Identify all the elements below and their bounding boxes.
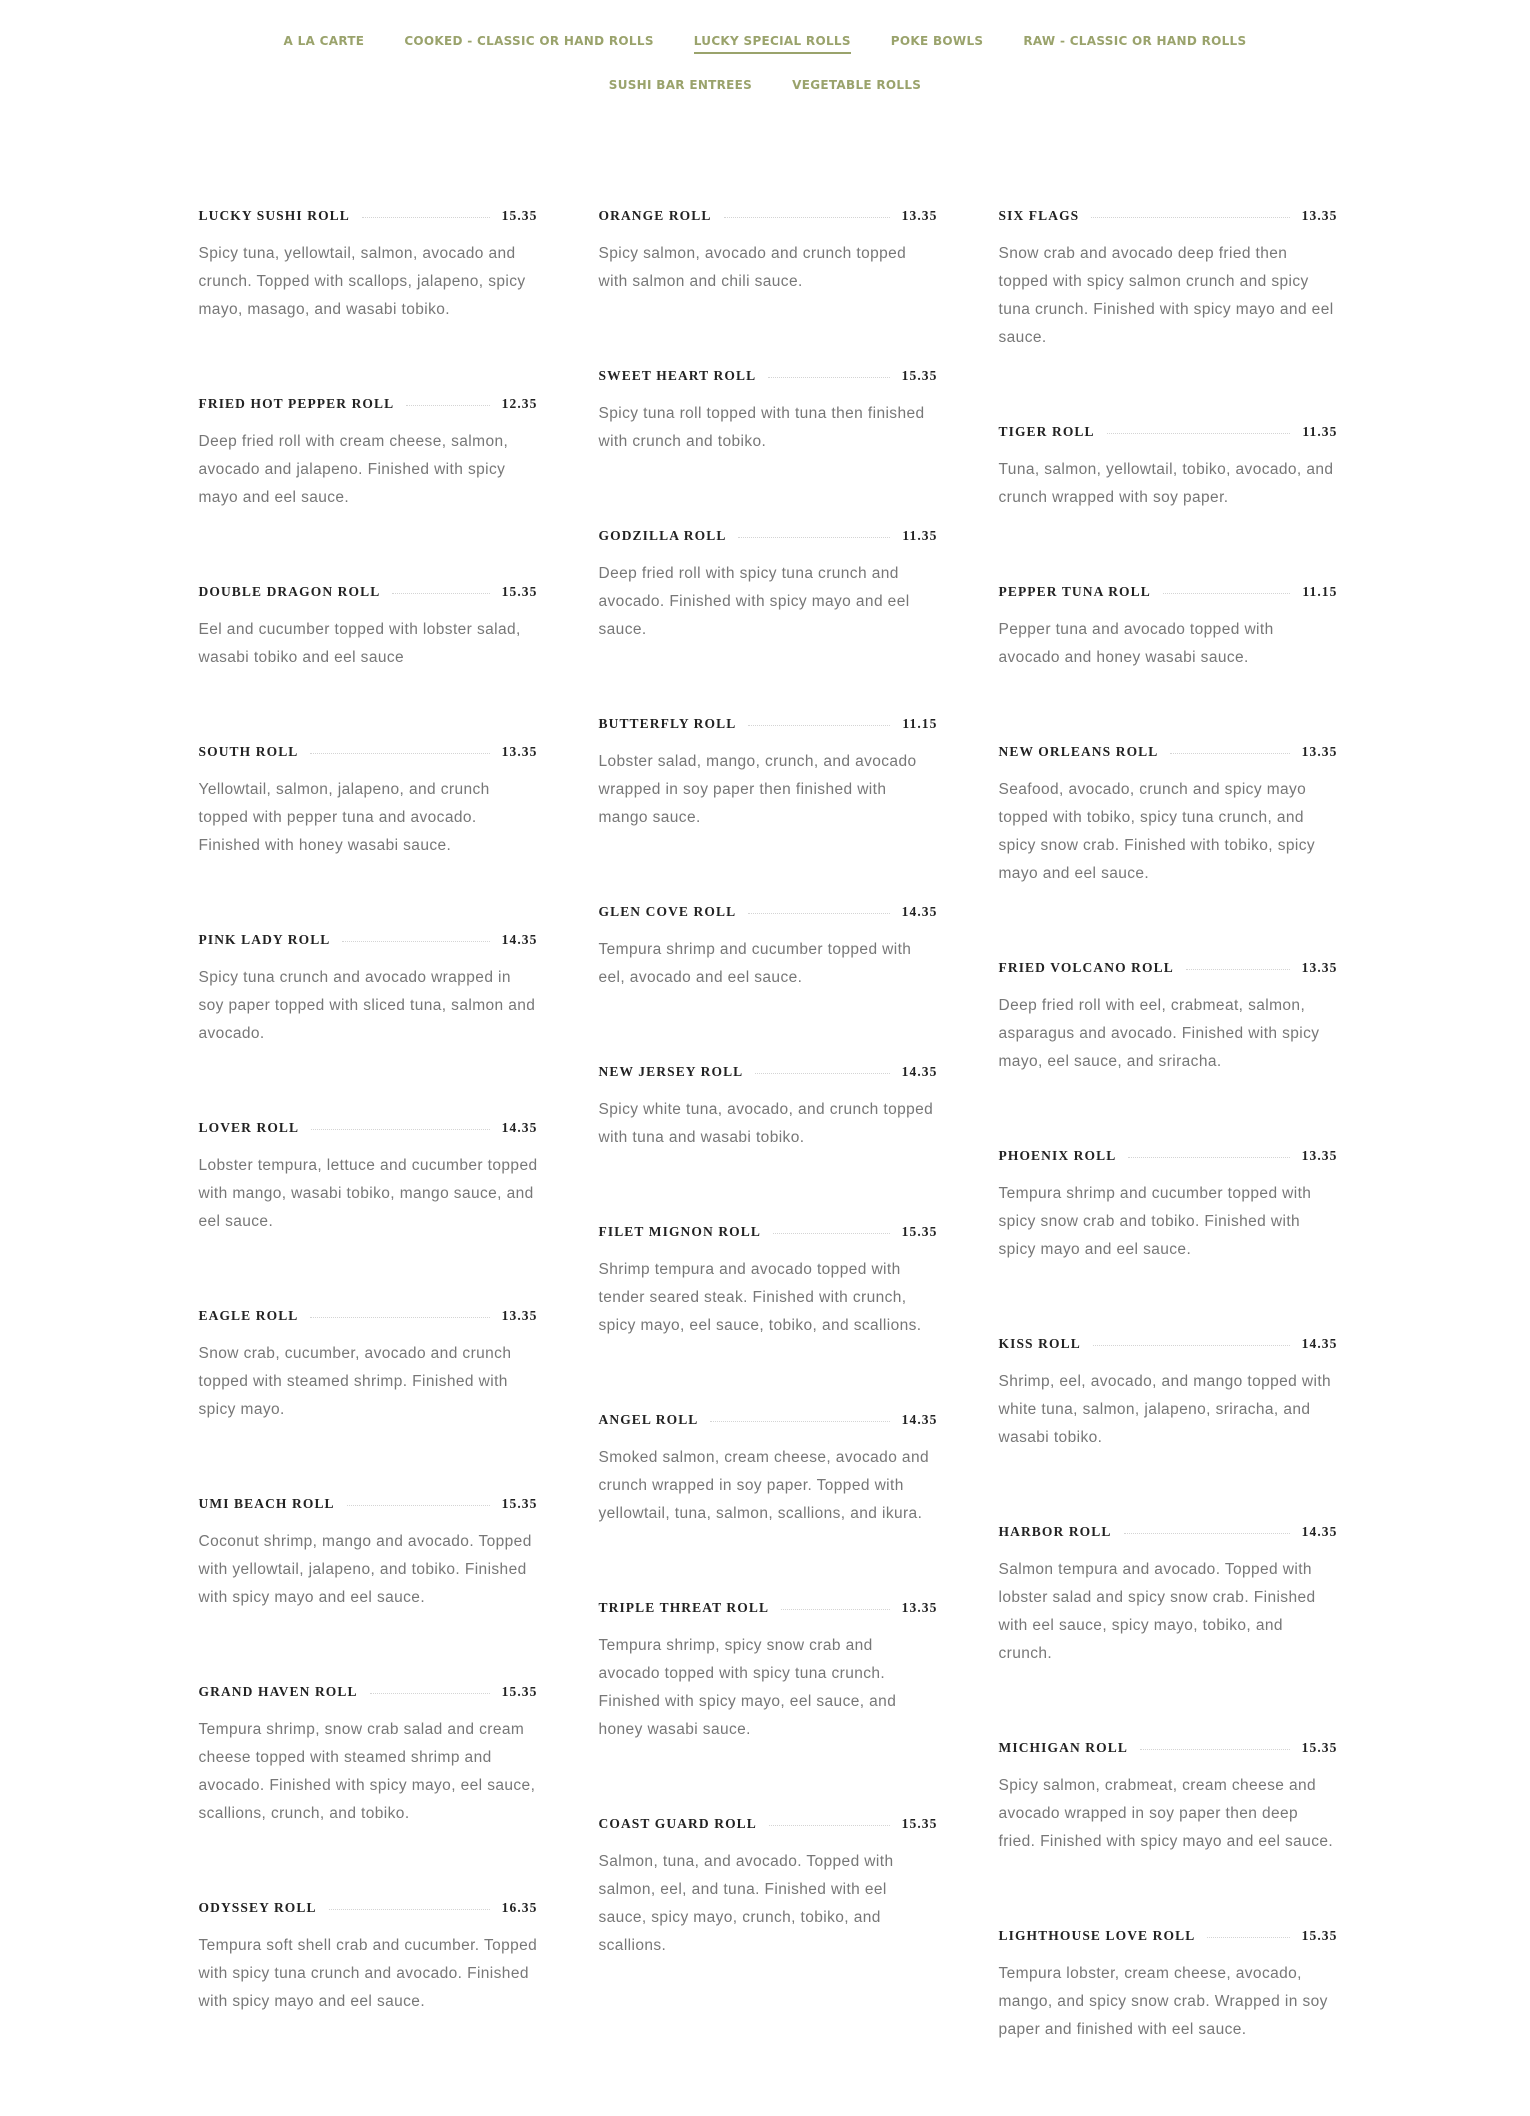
menu-item-description: Deep fried roll with eel, crabmeat, salmon, asparagus and avocado. Finished with spicy mayo, eel sauce, and sriracha. bbox=[998, 997, 1320, 1070]
menu-item bbox=[599, 368, 938, 456]
menu-item-description: Spicy tuna roll topped with tuna then finished with crunch and tobiko. bbox=[598, 405, 925, 450]
dotted-leader bbox=[310, 1317, 489, 1318]
menu-item-price: 11.35 bbox=[902, 528, 938, 543]
menu-item-name: NEW ORLEANS ROLL bbox=[998, 744, 1159, 759]
menu-item-name: PHOENIX ROLL bbox=[998, 1148, 1117, 1163]
menu-item bbox=[599, 1412, 938, 1528]
menu-item-name: FRIED HOT PEPPER ROLL bbox=[198, 396, 395, 411]
dotted-leader bbox=[710, 1421, 889, 1422]
menu-item-price: 15.35 bbox=[901, 1816, 938, 1831]
menu-item-header bbox=[199, 396, 538, 412]
menu-item-description: Shrimp tempura and avocado topped with tender seared steak. Finished with crunch, spicy mayo, eel sauce, tobiko, and scallions. bbox=[598, 1261, 922, 1334]
menu-item bbox=[999, 1524, 1338, 1668]
dotted-leader bbox=[347, 1505, 490, 1506]
dotted-leader bbox=[392, 593, 489, 594]
menu-item-price: 15.35 bbox=[501, 1684, 538, 1699]
menu-item-price: 14.35 bbox=[501, 1120, 538, 1135]
menu-item-description: Coconut shrimp, mango and avocado. Topped with yellowtail, jalapeno, and tobiko. Finished with spicy mayo and eel sauce. bbox=[198, 1533, 532, 1606]
menu-item-description: Tempura shrimp, snow crab salad and cream cheese topped with steamed shrimp and avocado. Finished with spicy mayo, eel sauce, scallions, crunch, and tobiko. bbox=[198, 1721, 536, 1822]
menu-item-description: Deep fried roll with cream cheese, salmon, avocado and jalapeno. Finished with spicy mayo and eel sauce. bbox=[198, 433, 509, 506]
menu-item-price: 15.35 bbox=[501, 208, 538, 223]
menu-item-header bbox=[199, 1308, 538, 1324]
menu-item bbox=[999, 1928, 1338, 2044]
menu-item bbox=[199, 584, 538, 672]
menu-item-name: MICHIGAN ROLL bbox=[998, 1740, 1128, 1755]
dotted-leader bbox=[748, 913, 889, 914]
menu-item-description: Salmon, tuna, and avocado. Topped with salmon, eel, and tuna. Finished with eel sauce, spicy mayo, crunch, tobiko, and scallions. bbox=[598, 1853, 894, 1954]
menu-item-header bbox=[999, 208, 1338, 224]
menu-item bbox=[599, 528, 938, 644]
nav-tab-a-la-carte[interactable]: A LA CARTE bbox=[283, 34, 365, 48]
menu-item bbox=[599, 716, 938, 832]
menu-item-name: TIGER ROLL bbox=[998, 424, 1095, 439]
menu-item bbox=[199, 396, 538, 512]
menu-item-price: 15.35 bbox=[901, 368, 938, 383]
menu-item-header bbox=[999, 1928, 1338, 1944]
menu-item-header bbox=[199, 1684, 538, 1700]
menu-item-name: SIX FLAGS bbox=[998, 208, 1080, 223]
menu-item-price: 11.15 bbox=[902, 716, 938, 731]
menu-item-header bbox=[599, 1600, 938, 1616]
menu-column bbox=[599, 208, 938, 2116]
menu-item bbox=[199, 1496, 538, 1612]
menu-item bbox=[599, 904, 938, 992]
menu-item-name: FRIED VOLCANO ROLL bbox=[998, 960, 1174, 975]
menu-item-description: Spicy white tuna, avocado, and crunch topped with tuna and wasabi tobiko. bbox=[598, 1101, 934, 1146]
menu-item-price: 13.35 bbox=[1301, 208, 1338, 223]
dotted-leader bbox=[342, 941, 489, 942]
menu-item-name: SOUTH ROLL bbox=[198, 744, 299, 759]
menu-item-price: 14.35 bbox=[1301, 1524, 1338, 1539]
dotted-leader bbox=[773, 1233, 890, 1234]
menu-item-description: Pepper tuna and avocado topped with avocado and honey wasabi sauce. bbox=[998, 621, 1274, 666]
menu-item-price: 13.35 bbox=[1301, 1148, 1338, 1163]
menu-item-description: Snow crab and avocado deep fried then topped with spicy salmon crunch and spicy tuna crunch. Finished with spicy mayo and eel sauce. bbox=[998, 245, 1334, 346]
menu-item-description: Spicy salmon, avocado and crunch topped with salmon and chili sauce. bbox=[598, 245, 907, 290]
dotted-leader bbox=[311, 1129, 489, 1130]
menu-item-header bbox=[199, 208, 538, 224]
menu-item bbox=[999, 1336, 1338, 1452]
menu-item-price: 14.35 bbox=[501, 932, 538, 947]
menu-item-header bbox=[999, 1524, 1338, 1540]
menu-item bbox=[999, 208, 1338, 352]
menu-item bbox=[599, 208, 938, 296]
menu-item bbox=[999, 584, 1338, 672]
menu-item-price: 12.35 bbox=[501, 396, 538, 411]
dotted-leader bbox=[1140, 1749, 1290, 1750]
menu-item bbox=[199, 1900, 538, 2016]
menu-item-price: 13.35 bbox=[1301, 960, 1338, 975]
dotted-leader bbox=[362, 217, 490, 218]
menu-item-header bbox=[999, 960, 1338, 976]
menu-item-name: HARBOR ROLL bbox=[998, 1524, 1112, 1539]
menu-item-name: NEW JERSEY ROLL bbox=[598, 1064, 744, 1079]
menu-item-name: KISS ROLL bbox=[998, 1336, 1081, 1351]
menu-item-header bbox=[999, 744, 1338, 760]
dotted-leader bbox=[724, 217, 890, 218]
menu-item-name: LOVER ROLL bbox=[198, 1120, 300, 1135]
menu-item-name: LIGHTHOUSE LOVE ROLL bbox=[998, 1928, 1196, 1943]
nav-tab-vegetable-rolls[interactable]: VEGETABLE ROLLS bbox=[792, 78, 922, 92]
menu-item bbox=[199, 1120, 538, 1236]
menu-item-description: Tempura soft shell crab and cucumber. Topped with spicy tuna crunch and avocado. Finished with spicy mayo and eel sauce. bbox=[198, 1937, 538, 2010]
menu-item-name: LUCKY SUSHI ROLL bbox=[198, 208, 350, 223]
menu-item-description: Tempura shrimp, spicy snow crab and avocado topped with spicy tuna crunch. Finished with spicy mayo, eel sauce, and honey wasabi sauce. bbox=[598, 1637, 897, 1738]
menu-item-description: Seafood, avocado, crunch and spicy mayo topped with tobiko, spicy tuna crunch, and spicy snow crab. Finished with tobiko, spicy mayo and eel sauce. bbox=[998, 781, 1316, 882]
menu-item-description: Eel and cucumber topped with lobster salad, wasabi tobiko and eel sauce bbox=[198, 621, 521, 666]
menu-item-description: Snow crab, cucumber, avocado and crunch topped with steamed shrimp. Finished with spicy mayo. bbox=[198, 1345, 512, 1418]
menu-item-header bbox=[199, 1900, 538, 1916]
menu-item-header bbox=[999, 584, 1338, 600]
menu-item-header bbox=[599, 1816, 938, 1832]
menu-item bbox=[999, 1740, 1338, 1856]
dotted-leader bbox=[1124, 1533, 1290, 1534]
menu-item-price: 11.35 bbox=[1302, 424, 1338, 439]
dotted-leader bbox=[1170, 753, 1289, 754]
dotted-leader bbox=[370, 1693, 490, 1694]
menu-item bbox=[199, 1308, 538, 1424]
menu-item-header bbox=[599, 1412, 938, 1428]
menu-item-price: 13.35 bbox=[1301, 744, 1338, 759]
menu-item-header bbox=[599, 904, 938, 920]
menu-item-header bbox=[999, 424, 1338, 440]
dotted-leader bbox=[1107, 433, 1291, 434]
menu-item-price: 14.35 bbox=[1301, 1336, 1338, 1351]
menu-item-price: 15.35 bbox=[1301, 1928, 1338, 1943]
menu-item-name: BUTTERFLY ROLL bbox=[598, 716, 737, 731]
menu-item bbox=[199, 932, 538, 1048]
menu-item-header bbox=[199, 1120, 538, 1136]
dotted-leader bbox=[781, 1609, 890, 1610]
nav-tab-cooked-classic-or-hand-rolls[interactable]: COOKED - CLASSIC OR HAND ROLLS bbox=[404, 34, 654, 48]
menu-columns bbox=[192, 96, 1339, 2116]
menu-item-description: Tempura shrimp and cucumber topped with spicy snow crab and tobiko. Finished with spicy mayo and eel sauce. bbox=[998, 1185, 1312, 1258]
menu-item-price: 15.35 bbox=[901, 1224, 938, 1239]
menu-item-header bbox=[999, 1336, 1338, 1352]
menu-item-name: GLEN COVE ROLL bbox=[598, 904, 737, 919]
dotted-leader bbox=[755, 1073, 889, 1074]
menu-item bbox=[999, 744, 1338, 888]
menu-item-header bbox=[199, 1496, 538, 1512]
menu-item-name: GRAND HAVEN ROLL bbox=[198, 1684, 358, 1699]
menu-item-description: Tempura lobster, cream cheese, avocado, mango, and spicy snow crab. Wrapped in soy paper and finished with eel sauce. bbox=[998, 1965, 1328, 2038]
menu-item-price: 15.35 bbox=[1301, 1740, 1338, 1755]
menu-item-description: Spicy tuna, yellowtail, salmon, avocado and crunch. Topped with scallops, jalapeno, spicy mayo, masago, and wasabi tobiko. bbox=[198, 245, 526, 318]
menu-item-header bbox=[599, 528, 938, 544]
dotted-leader bbox=[1091, 217, 1289, 218]
menu-item-header bbox=[199, 744, 538, 760]
menu-item-header bbox=[599, 1224, 938, 1240]
menu-item-price: 15.35 bbox=[501, 1496, 538, 1511]
menu-item-header bbox=[999, 1148, 1338, 1164]
menu-item-name: UMI BEACH ROLL bbox=[198, 1496, 335, 1511]
menu-item-header bbox=[199, 584, 538, 600]
menu-item-price: 16.35 bbox=[501, 1900, 538, 1915]
menu-item-name: PEPPER TUNA ROLL bbox=[998, 584, 1151, 599]
menu-item-price: 14.35 bbox=[901, 904, 938, 919]
menu-item-description: Lobster tempura, lettuce and cucumber topped with mango, wasabi tobiko, mango sauce, and eel sauce. bbox=[198, 1157, 538, 1230]
menu-item-name: GODZILLA ROLL bbox=[598, 528, 727, 543]
menu-item-description: Lobster salad, mango, crunch, and avocado wrapped in soy paper then finished with mango sauce. bbox=[598, 753, 917, 826]
menu-item bbox=[599, 1600, 938, 1744]
dotted-leader bbox=[769, 1825, 890, 1826]
menu-item-name: COAST GUARD ROLL bbox=[598, 1816, 757, 1831]
nav-tab-lucky-special-rolls[interactable]: LUCKY SPECIAL ROLLS bbox=[694, 34, 851, 54]
menu-item-description: Tempura shrimp and cucumber topped with eel, avocado and eel sauce. bbox=[598, 941, 912, 986]
menu-item bbox=[999, 424, 1338, 512]
menu-item-name: PINK LADY ROLL bbox=[198, 932, 331, 947]
dotted-leader bbox=[406, 405, 489, 406]
dotted-leader bbox=[768, 377, 889, 378]
menu-column bbox=[999, 208, 1338, 2116]
menu-item-name: FILET MIGNON ROLL bbox=[598, 1224, 761, 1239]
dotted-leader bbox=[1186, 969, 1290, 970]
menu-item-description: Shrimp, eel, avocado, and mango topped with white tuna, salmon, jalapeno, sriracha, and wasabi tobiko. bbox=[998, 1373, 1332, 1446]
dotted-leader bbox=[738, 537, 890, 538]
menu-item bbox=[199, 744, 538, 860]
menu-item-name: EAGLE ROLL bbox=[198, 1308, 299, 1323]
dotted-leader bbox=[1207, 1937, 1289, 1938]
menu-item-price: 14.35 bbox=[901, 1412, 938, 1427]
menu-column bbox=[199, 208, 538, 2116]
menu-item-header bbox=[599, 208, 938, 224]
menu-item-name: TRIPLE THREAT ROLL bbox=[598, 1600, 770, 1615]
menu-item-description: Deep fried roll with spicy tuna crunch and avocado. Finished with spicy mayo and eel sauce. bbox=[598, 565, 910, 638]
menu-item-name: ODYSSEY ROLL bbox=[198, 1900, 317, 1915]
dotted-leader bbox=[748, 725, 890, 726]
menu-item bbox=[199, 1684, 538, 1828]
menu-item-price: 11.15 bbox=[1302, 584, 1338, 599]
dotted-leader bbox=[1128, 1157, 1289, 1158]
menu-item-header bbox=[999, 1740, 1338, 1756]
menu-item-description: Yellowtail, salmon, jalapeno, and crunch topped with pepper tuna and avocado. Finished with honey wasabi sauce. bbox=[198, 781, 490, 854]
dotted-leader bbox=[310, 753, 489, 754]
menu-item bbox=[999, 1148, 1338, 1264]
menu-item-description: Tuna, salmon, yellowtail, tobiko, avocado, and crunch wrapped with soy paper. bbox=[998, 461, 1334, 506]
menu-item-header bbox=[599, 368, 938, 384]
nav-tab-raw-classic-or-hand-rolls[interactable]: RAW - CLASSIC OR HAND ROLLS bbox=[1023, 34, 1247, 48]
menu-item-price: 13.35 bbox=[501, 744, 538, 759]
menu-item-price: 13.35 bbox=[901, 1600, 938, 1615]
menu-item bbox=[599, 1816, 938, 1960]
menu-item-price: 14.35 bbox=[901, 1064, 938, 1079]
menu-item bbox=[199, 208, 538, 324]
menu-item-price: 15.35 bbox=[501, 584, 538, 599]
menu-item-name: DOUBLE DRAGON ROLL bbox=[198, 584, 381, 599]
menu-item bbox=[599, 1064, 938, 1152]
menu-item-description: Spicy salmon, crabmeat, cream cheese and avocado wrapped in soy paper then deep fried. Finished with spicy mayo and eel sauce. bbox=[998, 1777, 1334, 1850]
menu-item-name: SWEET HEART ROLL bbox=[598, 368, 757, 383]
menu-item-description: Smoked salmon, cream cheese, avocado and crunch wrapped in soy paper. Topped with yellowtail, tuna, salmon, scallions, and ikura. bbox=[598, 1449, 929, 1522]
dotted-leader bbox=[329, 1909, 490, 1910]
menu-item-price: 13.35 bbox=[501, 1308, 538, 1323]
menu-item-description: Spicy tuna crunch and avocado wrapped in soy paper topped with sliced tuna, salmon and avocado. bbox=[198, 969, 536, 1042]
menu-item-header bbox=[599, 1064, 938, 1080]
menu-item bbox=[599, 1224, 938, 1340]
dotted-leader bbox=[1093, 1345, 1290, 1346]
menu-item-name: ANGEL ROLL bbox=[598, 1412, 699, 1427]
menu-item-name: ORANGE ROLL bbox=[598, 208, 712, 223]
menu-category-nav bbox=[200, 0, 1330, 96]
nav-tab-sushi-bar-entrees[interactable]: SUSHI BAR ENTREES bbox=[608, 78, 753, 92]
menu-item-header bbox=[599, 716, 938, 732]
nav-tab-poke-bowls[interactable]: POKE BOWLS bbox=[890, 34, 984, 48]
menu-item-description: Salmon tempura and avocado. Topped with lobster salad and spicy snow crab. Finished with eel sauce, spicy mayo, tobiko, and crunch. bbox=[998, 1561, 1316, 1662]
menu-item bbox=[999, 960, 1338, 1076]
menu-item-price: 13.35 bbox=[901, 208, 938, 223]
dotted-leader bbox=[1163, 593, 1290, 594]
menu-item-header bbox=[199, 932, 538, 948]
